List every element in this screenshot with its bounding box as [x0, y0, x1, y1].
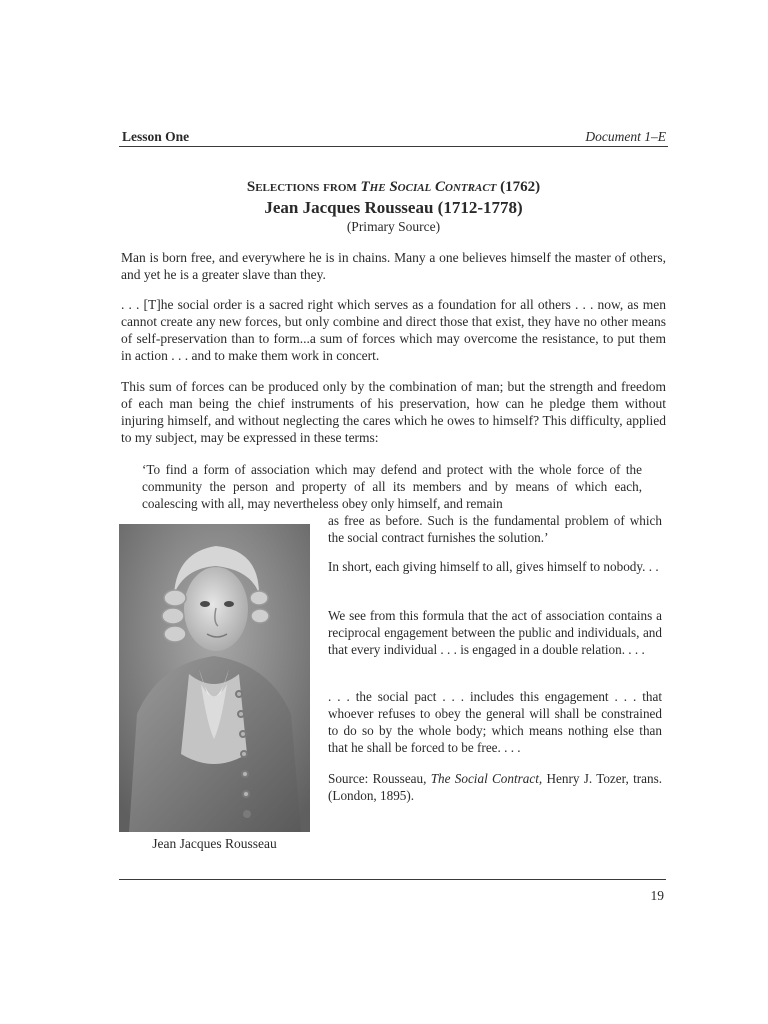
portrait-image	[119, 524, 310, 832]
right-paragraph-2: We see from this formula that the act of association contains a reciprocal engagement between the public and individuals, and that every individual . . . is engaged in a double relation. . . .	[328, 608, 662, 657]
selections-title	[119, 178, 668, 197]
running-head	[122, 129, 666, 147]
right-paragraph-3: . . . the social pact . . . includes this engagement . . . that whoever refuses to obey the general will shall be constrained to do so by the whole body; which means nothing else than that he shall be forced to be free. . . .	[328, 689, 662, 755]
source-type: (Primary Source)	[346, 219, 441, 234]
title-block	[119, 178, 668, 235]
source-citation	[328, 770, 662, 804]
author-line: Jean Jacques Rousseau (1712-1778)	[264, 198, 523, 217]
right-paragraph-1: In short, each giving himself to all, gives himself to nobody. . .	[328, 559, 659, 574]
lesson-label: Lesson One	[122, 129, 190, 144]
footer-rule	[119, 879, 666, 880]
document-number: Document 1–E	[585, 129, 666, 144]
work-title: The Social Contract	[360, 179, 497, 195]
quote-part-1: ‘To find a form of association which may defend and protect with the whole force of the community the person and property of all its members and by means of which each, coalescing with all, may nevertheless obey only himself, and remain	[142, 462, 642, 511]
page-number: 19	[650, 888, 664, 903]
source-prefix: Source: Rousseau,	[328, 771, 431, 786]
quote-part-2: as free as before. Such is the fundamental problem of which the social contract furnishes the solution.’	[328, 513, 662, 545]
portrait-caption: Jean Jacques Rousseau	[152, 836, 277, 851]
paragraph-2: . . . [T]he social order is a sacred right which serves as a foundation for all others . . . now, as men cannot create any new forces, but only combine and direct those that exist, they have no other means of self-preservation than to form...a sum of forces which may overcome the resistance, to put them in action . . . and to make them work in concert.	[121, 297, 666, 363]
source-suffix: Henry J. Tozer, trans. (London, 1895).	[328, 771, 662, 803]
paragraph-1: Man is born free, and everywhere he is in chains. Many a one believes himself the master of others, and yet he is a greater slave than they.	[121, 250, 666, 282]
source-work: The Social Contract,	[430, 771, 543, 786]
work-year: (1762)	[500, 179, 541, 195]
paragraph-3: This sum of forces can be produced only by the combination of man; but the strength and freedom of each man being the chief instruments of his preservation, how can he pledge them without injuring himself, and without neglecting the cares which he owes to himself? This difficulty, applied to my subject, may be expressed in these terms:	[121, 379, 666, 445]
header-rule	[119, 146, 668, 147]
rousseau-portrait	[119, 524, 310, 832]
selections-prefix: Selections from	[246, 179, 357, 195]
